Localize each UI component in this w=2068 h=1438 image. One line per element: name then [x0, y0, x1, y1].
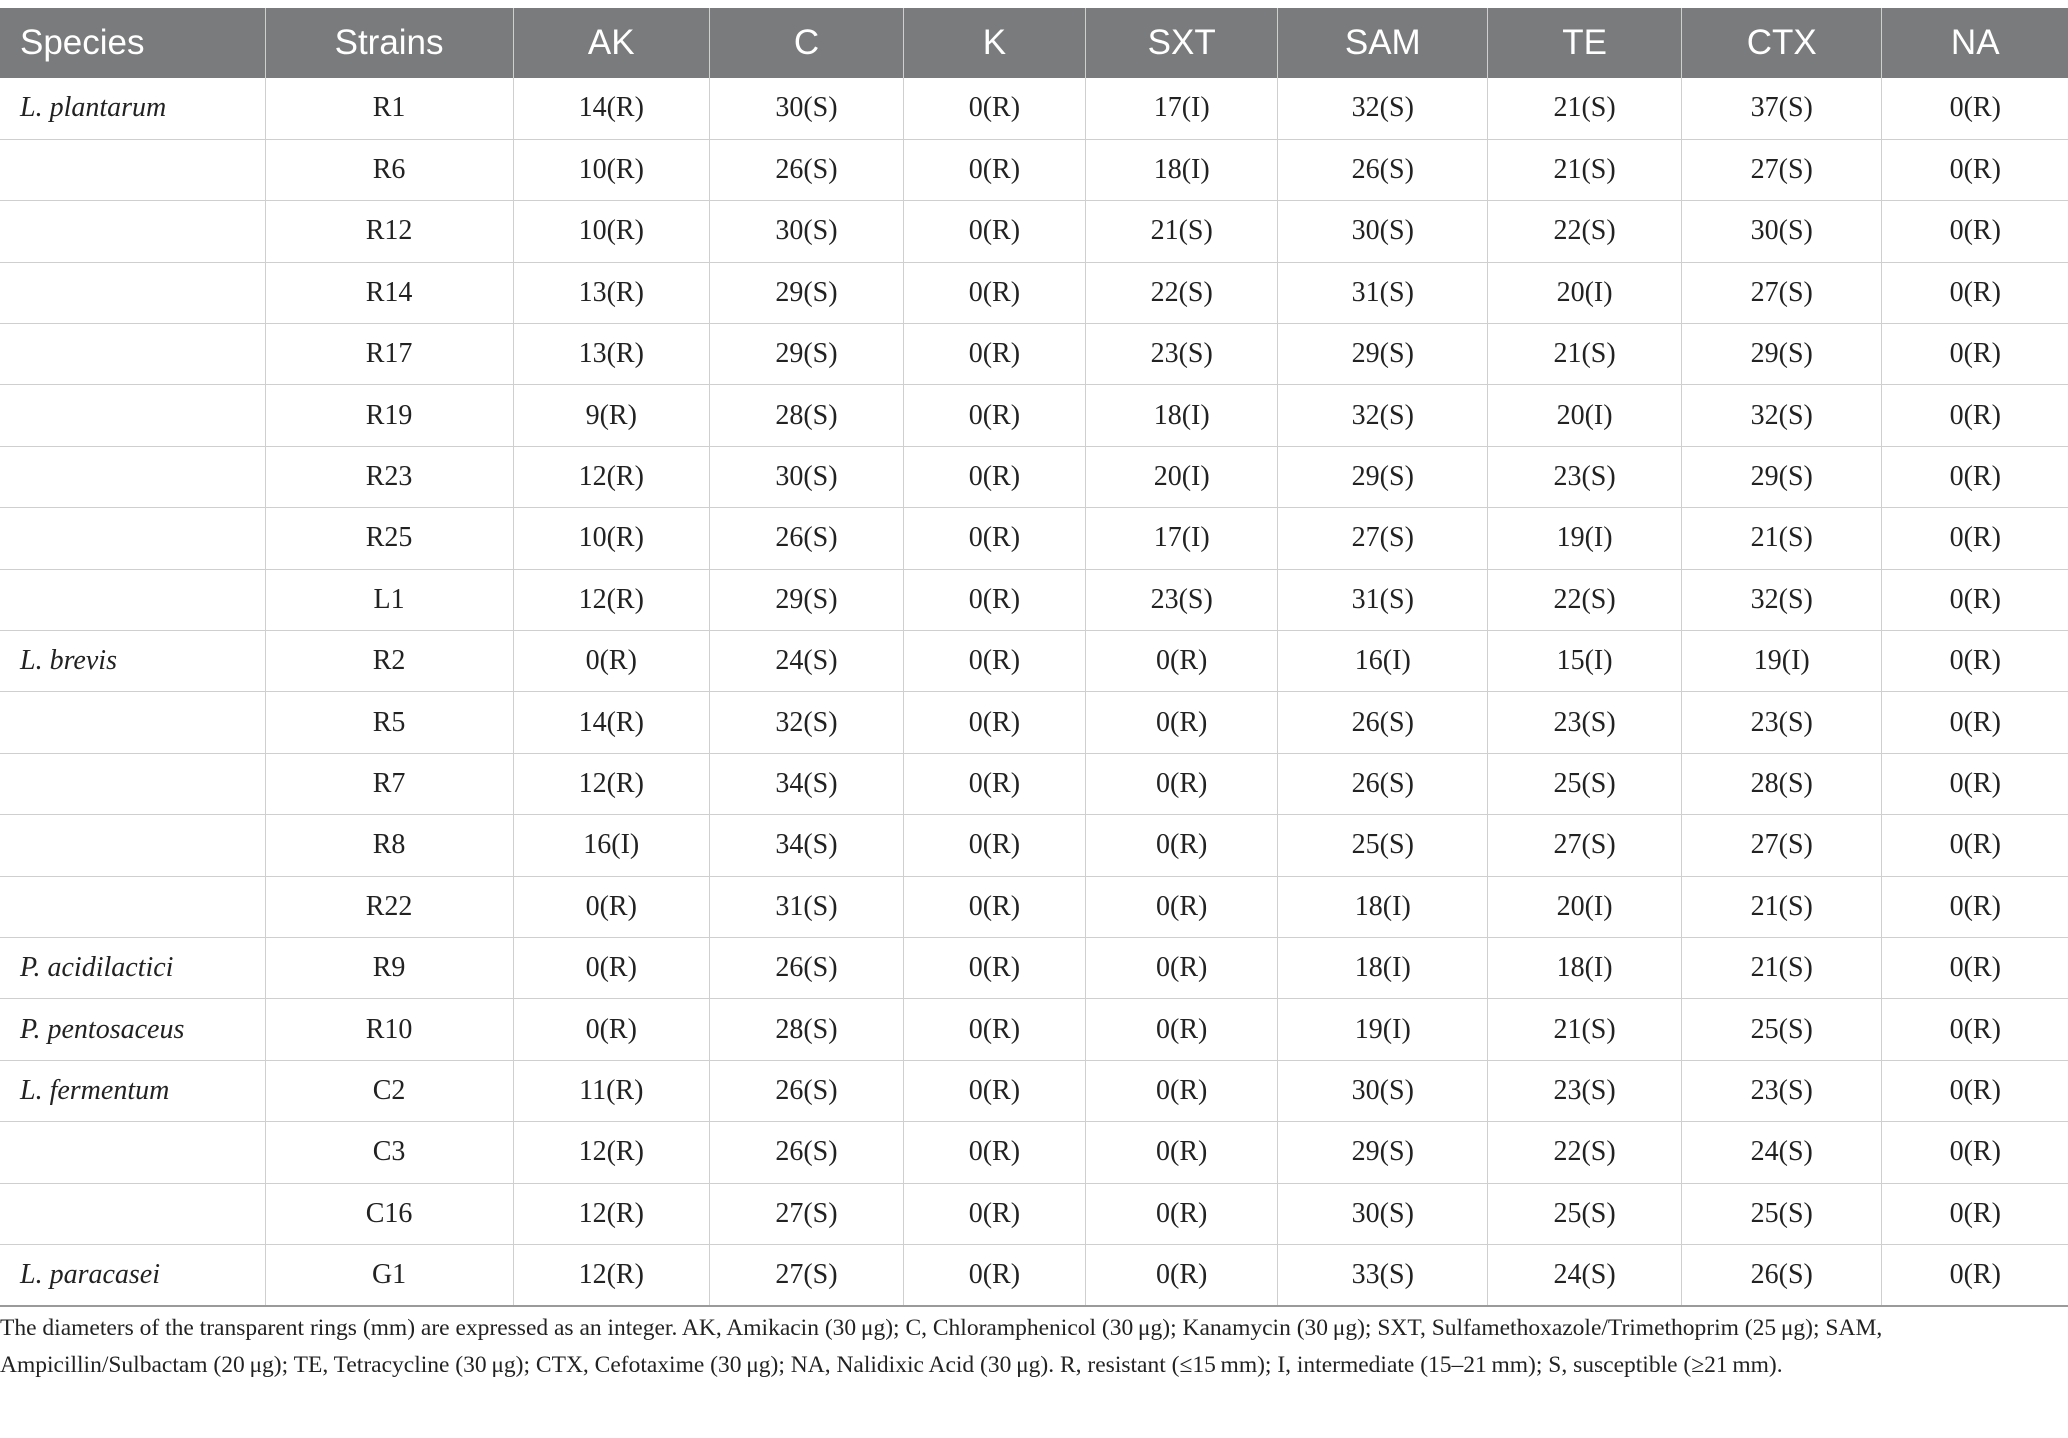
zone-diameter-cell: 0(R)	[903, 1244, 1085, 1305]
column-header-sxt: SXT	[1085, 8, 1278, 78]
zone-diameter-cell: 29(S)	[1278, 1122, 1488, 1183]
zone-diameter-cell: 0(R)	[1085, 999, 1278, 1060]
strain-cell: R2	[265, 631, 513, 692]
species-cell	[0, 692, 265, 753]
table-row	[0, 631, 2068, 692]
zone-diameter-cell: 27(S)	[1682, 262, 1882, 323]
zone-diameter-cell: 31(S)	[710, 876, 904, 937]
zone-diameter-cell: 0(R)	[1085, 876, 1278, 937]
zone-diameter-cell: 0(R)	[1882, 1060, 2068, 1121]
zone-diameter-cell: 31(S)	[1278, 569, 1488, 630]
zone-diameter-cell: 27(S)	[1488, 815, 1682, 876]
zone-diameter-cell: 0(R)	[1882, 1122, 2068, 1183]
table-row	[0, 876, 2068, 937]
zone-diameter-cell: 0(R)	[1882, 385, 2068, 446]
species-cell	[0, 446, 265, 507]
zone-diameter-cell: 0(R)	[903, 631, 1085, 692]
results-table-container	[0, 8, 2068, 1307]
zone-diameter-cell: 0(R)	[903, 78, 1085, 139]
zone-diameter-cell: 26(S)	[710, 508, 904, 569]
zone-diameter-cell: 0(R)	[903, 1183, 1085, 1244]
zone-diameter-cell: 20(I)	[1488, 262, 1682, 323]
zone-diameter-cell: 22(S)	[1488, 201, 1682, 262]
zone-diameter-cell: 22(S)	[1488, 1122, 1682, 1183]
table-row	[0, 78, 2068, 139]
zone-diameter-cell: 27(S)	[710, 1183, 904, 1244]
table-row	[0, 1244, 2068, 1305]
species-cell: L. brevis	[0, 631, 265, 692]
zone-diameter-cell: 0(R)	[1882, 1244, 2068, 1305]
column-header-ctx: CTX	[1682, 8, 1882, 78]
zone-diameter-cell: 0(R)	[1085, 631, 1278, 692]
zone-diameter-cell: 15(I)	[1488, 631, 1682, 692]
zone-diameter-cell: 13(R)	[513, 324, 710, 385]
table-row	[0, 262, 2068, 323]
zone-diameter-cell: 23(S)	[1682, 692, 1882, 753]
species-cell: L. paracasei	[0, 1244, 265, 1305]
species-cell: L. plantarum	[0, 78, 265, 139]
zone-diameter-cell: 0(R)	[1085, 815, 1278, 876]
strain-cell: R19	[265, 385, 513, 446]
zone-diameter-cell: 0(R)	[903, 937, 1085, 998]
species-cell: P. acidilactici	[0, 937, 265, 998]
zone-diameter-cell: 14(R)	[513, 692, 710, 753]
strain-cell: R6	[265, 139, 513, 200]
zone-diameter-cell: 18(I)	[1085, 385, 1278, 446]
zone-diameter-cell: 26(S)	[710, 1060, 904, 1121]
zone-diameter-cell: 0(R)	[903, 446, 1085, 507]
species-cell	[0, 1122, 265, 1183]
zone-diameter-cell: 26(S)	[1278, 692, 1488, 753]
table-footnote: The diameters of the transparent rings (mm) are expressed as an integer. AK, Amikacin (30 μg); C, Chloramphenicol (30 μg); Kanamycin (30 μg); SXT, Sulfamethoxazole/Trimethoprim (25 μg); SAM, Ampicillin/Sulbactam (20 μg); TE, Tetracycline (30 μg); CTX, Cefotaxime (30 μg); NA, Nalidixic Acid (30 μg). R, resistant (≤15 mm); I, intermediate (15–21 mm); S, susceptible (≥21 mm).	[0, 1315, 1883, 1378]
zone-diameter-cell: 0(R)	[1085, 1244, 1278, 1305]
column-header-te: TE	[1488, 8, 1682, 78]
zone-diameter-cell: 0(R)	[903, 324, 1085, 385]
strain-cell: R14	[265, 262, 513, 323]
zone-diameter-cell: 0(R)	[513, 876, 710, 937]
zone-diameter-cell: 30(S)	[1278, 201, 1488, 262]
table-body	[0, 78, 2068, 1306]
zone-diameter-cell: 12(R)	[513, 753, 710, 814]
strain-cell: R1	[265, 78, 513, 139]
zone-diameter-cell: 24(S)	[1488, 1244, 1682, 1305]
table-row	[0, 446, 2068, 507]
strain-cell: C16	[265, 1183, 513, 1244]
zone-diameter-cell: 0(R)	[1882, 201, 2068, 262]
zone-diameter-cell: 23(S)	[1085, 324, 1278, 385]
zone-diameter-cell: 12(R)	[513, 1122, 710, 1183]
zone-diameter-cell: 32(S)	[710, 692, 904, 753]
strain-cell: L1	[265, 569, 513, 630]
species-cell	[0, 385, 265, 446]
zone-diameter-cell: 29(S)	[1278, 446, 1488, 507]
zone-diameter-cell: 30(S)	[1682, 201, 1882, 262]
zone-diameter-cell: 23(S)	[1488, 692, 1682, 753]
zone-diameter-cell: 20(I)	[1488, 876, 1682, 937]
strain-cell: R10	[265, 999, 513, 1060]
zone-diameter-cell: 0(R)	[1085, 1122, 1278, 1183]
zone-diameter-cell: 23(S)	[1085, 569, 1278, 630]
zone-diameter-cell: 0(R)	[903, 815, 1085, 876]
zone-diameter-cell: 0(R)	[1882, 815, 2068, 876]
zone-diameter-cell: 0(R)	[1882, 1183, 2068, 1244]
species-cell	[0, 201, 265, 262]
zone-diameter-cell: 19(I)	[1278, 999, 1488, 1060]
zone-diameter-cell: 21(S)	[1488, 139, 1682, 200]
table-row	[0, 569, 2068, 630]
zone-diameter-cell: 19(I)	[1682, 631, 1882, 692]
zone-diameter-cell: 0(R)	[1882, 446, 2068, 507]
zone-diameter-cell: 0(R)	[1882, 569, 2068, 630]
table-row	[0, 999, 2068, 1060]
zone-diameter-cell: 9(R)	[513, 385, 710, 446]
zone-diameter-cell: 24(S)	[1682, 1122, 1882, 1183]
zone-diameter-cell: 10(R)	[513, 139, 710, 200]
zone-diameter-cell: 25(S)	[1488, 1183, 1682, 1244]
zone-diameter-cell: 0(R)	[903, 1060, 1085, 1121]
zone-diameter-cell: 0(R)	[903, 999, 1085, 1060]
zone-diameter-cell: 0(R)	[1882, 753, 2068, 814]
zone-diameter-cell: 34(S)	[710, 753, 904, 814]
zone-diameter-cell: 0(R)	[1882, 262, 2068, 323]
zone-diameter-cell: 11(R)	[513, 1060, 710, 1121]
table-row	[0, 201, 2068, 262]
zone-diameter-cell: 12(R)	[513, 569, 710, 630]
zone-diameter-cell: 0(R)	[1882, 78, 2068, 139]
species-cell	[0, 324, 265, 385]
species-cell	[0, 1183, 265, 1244]
zone-diameter-cell: 0(R)	[1882, 937, 2068, 998]
zone-diameter-cell: 21(S)	[1085, 201, 1278, 262]
column-header-ak: AK	[513, 8, 710, 78]
zone-diameter-cell: 22(S)	[1488, 569, 1682, 630]
table-row	[0, 753, 2068, 814]
zone-diameter-cell: 0(R)	[1882, 631, 2068, 692]
zone-diameter-cell: 0(R)	[903, 201, 1085, 262]
table-row	[0, 1060, 2068, 1121]
zone-diameter-cell: 27(S)	[1682, 815, 1882, 876]
column-header-k: K	[903, 8, 1085, 78]
strain-cell: R22	[265, 876, 513, 937]
species-cell	[0, 569, 265, 630]
zone-diameter-cell: 0(R)	[1882, 508, 2068, 569]
zone-diameter-cell: 25(S)	[1682, 1183, 1882, 1244]
zone-diameter-cell: 17(I)	[1085, 78, 1278, 139]
zone-diameter-cell: 24(S)	[710, 631, 904, 692]
species-cell	[0, 262, 265, 323]
zone-diameter-cell: 18(I)	[1085, 139, 1278, 200]
zone-diameter-cell: 30(S)	[1278, 1060, 1488, 1121]
zone-diameter-cell: 34(S)	[710, 815, 904, 876]
zone-diameter-cell: 0(R)	[903, 385, 1085, 446]
strain-cell: R8	[265, 815, 513, 876]
zone-diameter-cell: 21(S)	[1488, 324, 1682, 385]
species-cell	[0, 876, 265, 937]
zone-diameter-cell: 26(S)	[1278, 753, 1488, 814]
column-header-strains: Strains	[265, 8, 513, 78]
zone-diameter-cell: 27(S)	[1682, 139, 1882, 200]
zone-diameter-cell: 30(S)	[710, 446, 904, 507]
zone-diameter-cell: 0(R)	[1085, 692, 1278, 753]
zone-diameter-cell: 12(R)	[513, 1183, 710, 1244]
column-header-species: Species	[0, 8, 265, 78]
zone-diameter-cell: 10(R)	[513, 201, 710, 262]
zone-diameter-cell: 20(I)	[1488, 385, 1682, 446]
zone-diameter-cell: 29(S)	[1278, 324, 1488, 385]
zone-diameter-cell: 23(S)	[1682, 1060, 1882, 1121]
strain-cell: C3	[265, 1122, 513, 1183]
zone-diameter-cell: 0(R)	[1882, 692, 2068, 753]
strain-cell: C2	[265, 1060, 513, 1121]
zone-diameter-cell: 0(R)	[1085, 753, 1278, 814]
zone-diameter-cell: 17(I)	[1085, 508, 1278, 569]
strain-cell: R17	[265, 324, 513, 385]
column-header-sam: SAM	[1278, 8, 1488, 78]
zone-diameter-cell: 26(S)	[1278, 139, 1488, 200]
zone-diameter-cell: 0(R)	[903, 508, 1085, 569]
strain-cell: R23	[265, 446, 513, 507]
species-cell	[0, 508, 265, 569]
zone-diameter-cell: 21(S)	[1682, 937, 1882, 998]
zone-diameter-cell: 21(S)	[1682, 508, 1882, 569]
zone-diameter-cell: 16(I)	[1278, 631, 1488, 692]
strain-cell: R25	[265, 508, 513, 569]
zone-diameter-cell: 32(S)	[1682, 569, 1882, 630]
table-row	[0, 937, 2068, 998]
zone-diameter-cell: 13(R)	[513, 262, 710, 323]
table-row	[0, 692, 2068, 753]
zone-diameter-cell: 25(S)	[1488, 753, 1682, 814]
zone-diameter-cell: 28(S)	[710, 385, 904, 446]
zone-diameter-cell: 28(S)	[1682, 753, 1882, 814]
zone-diameter-cell: 0(R)	[903, 139, 1085, 200]
zone-diameter-cell: 18(I)	[1488, 937, 1682, 998]
table-row	[0, 1122, 2068, 1183]
zone-diameter-cell: 0(R)	[513, 631, 710, 692]
zone-diameter-cell: 0(R)	[903, 692, 1085, 753]
strain-cell: R12	[265, 201, 513, 262]
zone-diameter-cell: 26(S)	[710, 937, 904, 998]
zone-diameter-cell: 0(R)	[903, 753, 1085, 814]
zone-diameter-cell: 10(R)	[513, 508, 710, 569]
zone-diameter-cell: 21(S)	[1488, 78, 1682, 139]
zone-diameter-cell: 27(S)	[1278, 508, 1488, 569]
table-row	[0, 1183, 2068, 1244]
species-cell	[0, 753, 265, 814]
zone-diameter-cell: 0(R)	[1882, 876, 2068, 937]
zone-diameter-cell: 14(R)	[513, 78, 710, 139]
zone-diameter-cell: 18(I)	[1278, 876, 1488, 937]
species-cell	[0, 139, 265, 200]
zone-diameter-cell: 25(S)	[1682, 999, 1882, 1060]
antibiotic-susceptibility-table	[0, 8, 2068, 1307]
column-header-na: NA	[1950, 23, 2000, 62]
zone-diameter-cell: 0(R)	[1085, 1183, 1278, 1244]
zone-diameter-cell: 37(S)	[1682, 78, 1882, 139]
zone-diameter-cell: 0(R)	[1085, 937, 1278, 998]
zone-diameter-cell: 0(R)	[513, 937, 710, 998]
zone-diameter-cell: 19(I)	[1488, 508, 1682, 569]
table-row	[0, 324, 2068, 385]
zone-diameter-cell: 33(S)	[1278, 1244, 1488, 1305]
zone-diameter-cell: 26(S)	[710, 1122, 904, 1183]
zone-diameter-cell: 31(S)	[1278, 262, 1488, 323]
table-row	[0, 385, 2068, 446]
zone-diameter-cell: 0(R)	[1882, 139, 2068, 200]
zone-diameter-cell: 12(R)	[513, 446, 710, 507]
strain-cell: R7	[265, 753, 513, 814]
zone-diameter-cell: 29(S)	[710, 324, 904, 385]
zone-diameter-cell: 12(R)	[513, 1244, 710, 1305]
zone-diameter-cell: 30(S)	[710, 201, 904, 262]
table-header	[0, 8, 2068, 78]
zone-diameter-cell: 23(S)	[1488, 446, 1682, 507]
strain-cell: R5	[265, 692, 513, 753]
table-row	[0, 508, 2068, 569]
zone-diameter-cell: 0(R)	[903, 876, 1085, 937]
zone-diameter-cell: 26(S)	[1682, 1244, 1882, 1305]
zone-diameter-cell: 20(I)	[1085, 446, 1278, 507]
zone-diameter-cell: 0(R)	[903, 1122, 1085, 1183]
zone-diameter-cell: 28(S)	[710, 999, 904, 1060]
zone-diameter-cell: 21(S)	[1682, 876, 1882, 937]
species-cell: P. pentosaceus	[0, 999, 265, 1060]
zone-diameter-cell: 0(R)	[1882, 324, 2068, 385]
zone-diameter-cell: 29(S)	[710, 262, 904, 323]
zone-diameter-cell: 0(R)	[513, 999, 710, 1060]
column-header-c: C	[710, 8, 904, 78]
strain-cell: G1	[265, 1244, 513, 1305]
strain-cell: R9	[265, 937, 513, 998]
zone-diameter-cell: 16(I)	[513, 815, 710, 876]
zone-diameter-cell: 21(S)	[1488, 999, 1682, 1060]
zone-diameter-cell: 30(S)	[1278, 1183, 1488, 1244]
zone-diameter-cell: 30(S)	[710, 78, 904, 139]
zone-diameter-cell: 0(R)	[1085, 1060, 1278, 1121]
zone-diameter-cell: 29(S)	[1682, 324, 1882, 385]
zone-diameter-cell: 0(R)	[903, 569, 1085, 630]
zone-diameter-cell: 0(R)	[903, 262, 1085, 323]
zone-diameter-cell: 0(R)	[1882, 999, 2068, 1060]
zone-diameter-cell: 25(S)	[1278, 815, 1488, 876]
zone-diameter-cell: 18(I)	[1278, 937, 1488, 998]
zone-diameter-cell: 27(S)	[710, 1244, 904, 1305]
table-row	[0, 815, 2068, 876]
zone-diameter-cell: 32(S)	[1682, 385, 1882, 446]
zone-diameter-cell: 26(S)	[710, 139, 904, 200]
header-row	[0, 8, 2068, 78]
zone-diameter-cell: 32(S)	[1278, 385, 1488, 446]
table-row	[0, 139, 2068, 200]
zone-diameter-cell: 29(S)	[710, 569, 904, 630]
zone-diameter-cell: 29(S)	[1682, 446, 1882, 507]
species-cell: L. fermentum	[0, 1060, 265, 1121]
zone-diameter-cell: 22(S)	[1085, 262, 1278, 323]
species-cell	[0, 815, 265, 876]
zone-diameter-cell: 23(S)	[1488, 1060, 1682, 1121]
zone-diameter-cell: 32(S)	[1278, 78, 1488, 139]
